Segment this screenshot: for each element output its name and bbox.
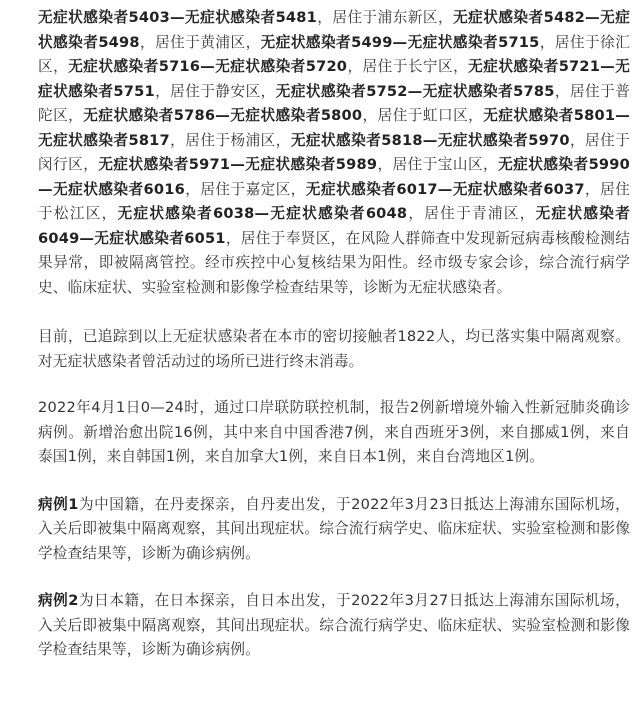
- case-description: 为中国籍，在丹麦探亲，自丹麦出发，于2022年3月23日抵达上海浦东国际机场，入关后即被集中隔离观察，其间出现症状。综合流行病学史、临床症状、实验室检测和影像学检查结果等，诊断为确诊病例。: [38, 495, 630, 562]
- district-text: ，居住于长宁区，: [347, 58, 469, 75]
- case-range: 无症状感染者5818—无症状感染者5970: [290, 131, 570, 149]
- district-text: ，居住于虹口区，: [362, 107, 484, 124]
- district-text: ，居住于闵行区，: [38, 131, 630, 173]
- case-range: 无症状感染者5721—无症状感染者5751: [38, 58, 630, 100]
- case-range: 无症状感染者6017—无症状感染者6037: [305, 180, 585, 198]
- district-text: ，居住于普陀区，: [38, 82, 630, 124]
- district-text: ，居住于松江区，: [38, 180, 630, 222]
- district-text: ，居住于宝山区，: [377, 156, 499, 173]
- district-text: ，居住于嘉定区，: [184, 180, 306, 198]
- imported-cases-text: 2022年4月1日0—24时，通过口岸联防联控机制，报告2例新增境外输入性新冠肺炎确诊病例。新增治愈出院16例，其中来自中国香港7例，来自西班牙3例，来自挪威1例，来自泰国1例，来自韩国1例，来自加拿大1例，来自日本1例，来自台湾地区1例。: [38, 399, 630, 465]
- case-range: 无症状感染者5716—无症状感染者5720: [68, 58, 348, 75]
- district-text: ，居住于静安区，: [154, 82, 276, 100]
- paragraph-close-contacts: [38, 325, 630, 374]
- district-text: ，居住于奉贤区，在风险人群筛查中发现新冠病毒核酸检测结果异常，即被隔离管控。经市疾控中心复核结果为阳性。经市级专家会诊，综合流行病学史、临床症状、实验室检测和影像学检查结果等，诊断为无症状感染者。: [38, 229, 630, 296]
- case-label: 病例2: [38, 592, 79, 609]
- close-contacts-text: 目前，已追踪到以上无症状感染者在本市的密切接触者1822人，均已落实集中隔离观察。对无症状感染者曾活动过的场所已进行终末消毒。: [38, 328, 630, 370]
- case-range: 无症状感染者5971—无症状感染者5989: [98, 156, 378, 173]
- case-range: 无症状感染者5752—无症状感染者5785: [275, 82, 555, 100]
- case-range: 无症状感染者5801—无症状感染者5817: [38, 107, 630, 149]
- district-text: ，居住于杨浦区，: [169, 131, 291, 149]
- paragraph-asymptomatic-cases: [38, 6, 630, 300]
- district-text: ，居住于青浦区，: [407, 205, 536, 222]
- paragraph-case-2: [38, 589, 630, 663]
- district-text: ，居住于徐汇区，: [38, 33, 631, 75]
- paragraph-case-1: [38, 493, 630, 567]
- district-text: ，居住于浦东新区，: [316, 9, 454, 26]
- case-label: 病例1: [38, 495, 79, 513]
- case-range: 无症状感染者6049—无症状感染者6051: [38, 205, 630, 247]
- case-range: 无症状感染者5482—无症状感染者5498: [38, 9, 630, 51]
- district-text: ，居住于黄浦区，: [139, 33, 261, 51]
- case-description: 为日本籍，在日本探亲，自日本出发，于2022年3月27日抵达上海浦东国际机场，入关后即被集中隔离观察，其间出现症状。综合流行病学史、临床症状、实验室检测和影像学检查结果等，诊断为确诊病例。: [38, 592, 630, 658]
- case-range: 无症状感染者5403—无症状感染者5481: [38, 9, 317, 26]
- case-range: 无症状感染者5990—无症状感染者6016: [38, 156, 630, 198]
- article-body: [0, 6, 640, 663]
- case-range: 无症状感染者5499—无症状感染者5715: [260, 33, 540, 51]
- paragraph-imported-cases: [38, 396, 630, 470]
- case-range: 无症状感染者6038—无症状感染者6048: [117, 205, 408, 222]
- case-range: 无症状感染者5786—无症状感染者5800: [83, 107, 363, 124]
